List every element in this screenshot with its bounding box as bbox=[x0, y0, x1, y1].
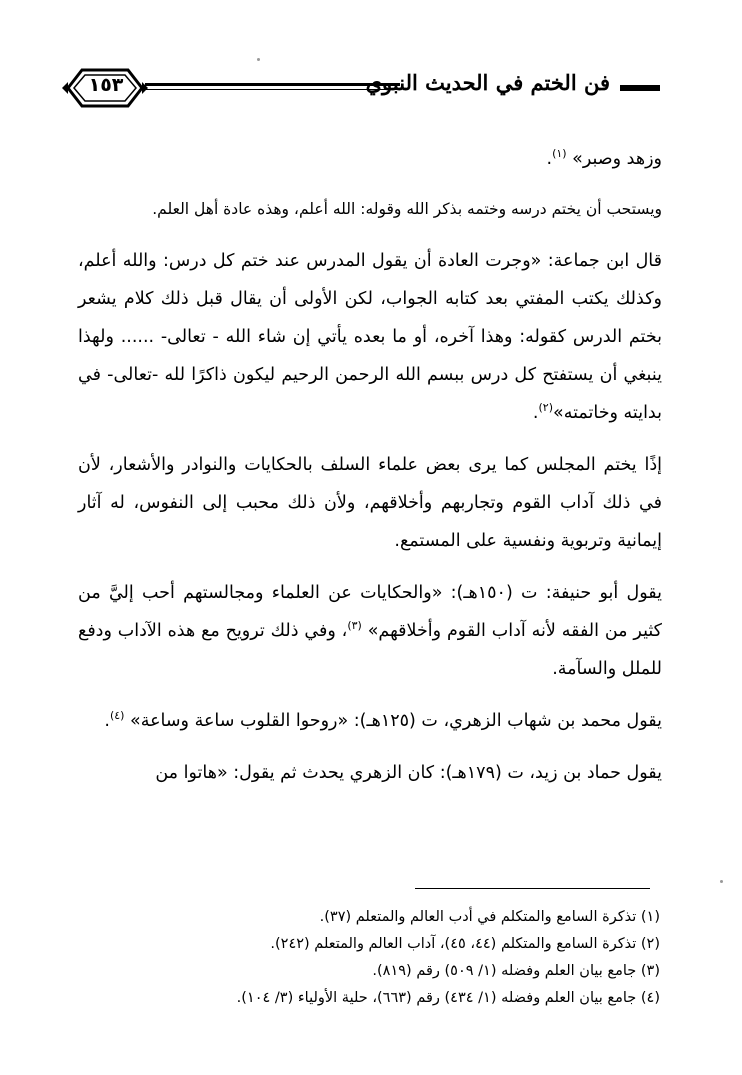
scan-speck bbox=[720, 880, 723, 883]
page-header bbox=[60, 60, 660, 116]
footnote-2: (٢) تذكرة السامع والمتكلم (٤٤، ٤٥)، آداب العالم والمتعلم (٢٤٢). bbox=[270, 936, 660, 952]
running-title: فن الختم في الحديث النبوي bbox=[365, 70, 610, 95]
footnote-3: (٣) جامع بيان العلم وفضله (١/ ٥٠٩) رقم (٨١٩). bbox=[372, 963, 660, 979]
page-number-badge bbox=[60, 60, 150, 116]
footnotes bbox=[100, 904, 660, 1012]
main-text bbox=[78, 140, 662, 806]
paragraph-1: وزهد وصبر» $^{(١)}$. bbox=[546, 147, 662, 169]
footnote-1: (١) تذكرة السامع والمتكلم في أدب العالم والمتعلم (٣٧). bbox=[319, 909, 660, 925]
footnote-ref-3: (٣) bbox=[347, 619, 362, 633]
paragraph-4: إذًا يختم المجلس كما يرى بعض علماء السلف بالحكايات والنوادر والأشعار، لأن في ذلك آداب القوم وتجاربهم وأخلاقهم، ولأن ذلك محبب إلى النفوس، له آثار إيمانية وتربوية ونفسية على المستمع. bbox=[78, 455, 662, 551]
paragraph-3: قال ابن جماعة: «وجرت العادة أن يقول المدرس عند ختم كل درس: والله أعلم، وكذلك يكتب المفتي بعد كتابه الجواب، لكن الأولى أن يقال قبل ذلك كلام يشعر بختم الدرس كقوله: وهذا آخره، أو ما بعده يأتي إن شاء الله - تعالى- ...... ولهذا ينبغي أن يستفتح كل درس ببسم الله الرحمن الرحيم ليكون ذاكرًا لله -تعالى- في بدايته وخاتمته»$^{(٢)}$. bbox=[78, 251, 662, 423]
paragraph-6: يقول محمد بن شهاب الزهري، ت (١٢٥هـ): «روحوا القلوب ساعة وساعة» $^{(٤)}$. bbox=[104, 709, 662, 731]
page-number: ١٥٣ bbox=[88, 74, 124, 96]
footnote-ref-2: (٢) bbox=[538, 401, 554, 415]
header-ornament bbox=[620, 85, 660, 91]
footnote-4: (٤) جامع بيان العلم وفضله (١/ ٤٣٤) رقم (٦٦٣)، حلية الأولياء (٣/ ١٠٤). bbox=[236, 990, 660, 1006]
header-rule-thick bbox=[145, 83, 400, 86]
footnote-divider bbox=[415, 888, 650, 889]
footnote-ref-1: (١) bbox=[552, 147, 567, 161]
header-rule-thin bbox=[145, 89, 400, 90]
paragraph-5: يقول أبو حنيفة: ت (١٥٠هـ): «والحكايات عن العلماء ومجالستهم أحب إليَّ من كثير من الفقه لأنه آداب القوم وأخلاقهم» $^{(٣)}$، وفي ذلك ترويح مع هذه الآداب ودفع للملل والسآمة. bbox=[78, 583, 662, 679]
paragraph-2: ويستحب أن يختم درسه وختمه بذكر الله وقوله: الله أعلم، وهذه عادة أهل العلم. bbox=[152, 200, 662, 218]
paragraph-7: يقول حماد بن زيد، ت (١٧٩هـ): كان الزهري يحدث ثم يقول: «هاتوا من bbox=[155, 763, 662, 783]
scan-speck bbox=[257, 58, 260, 61]
footnote-ref-4: (٤) bbox=[109, 709, 125, 723]
